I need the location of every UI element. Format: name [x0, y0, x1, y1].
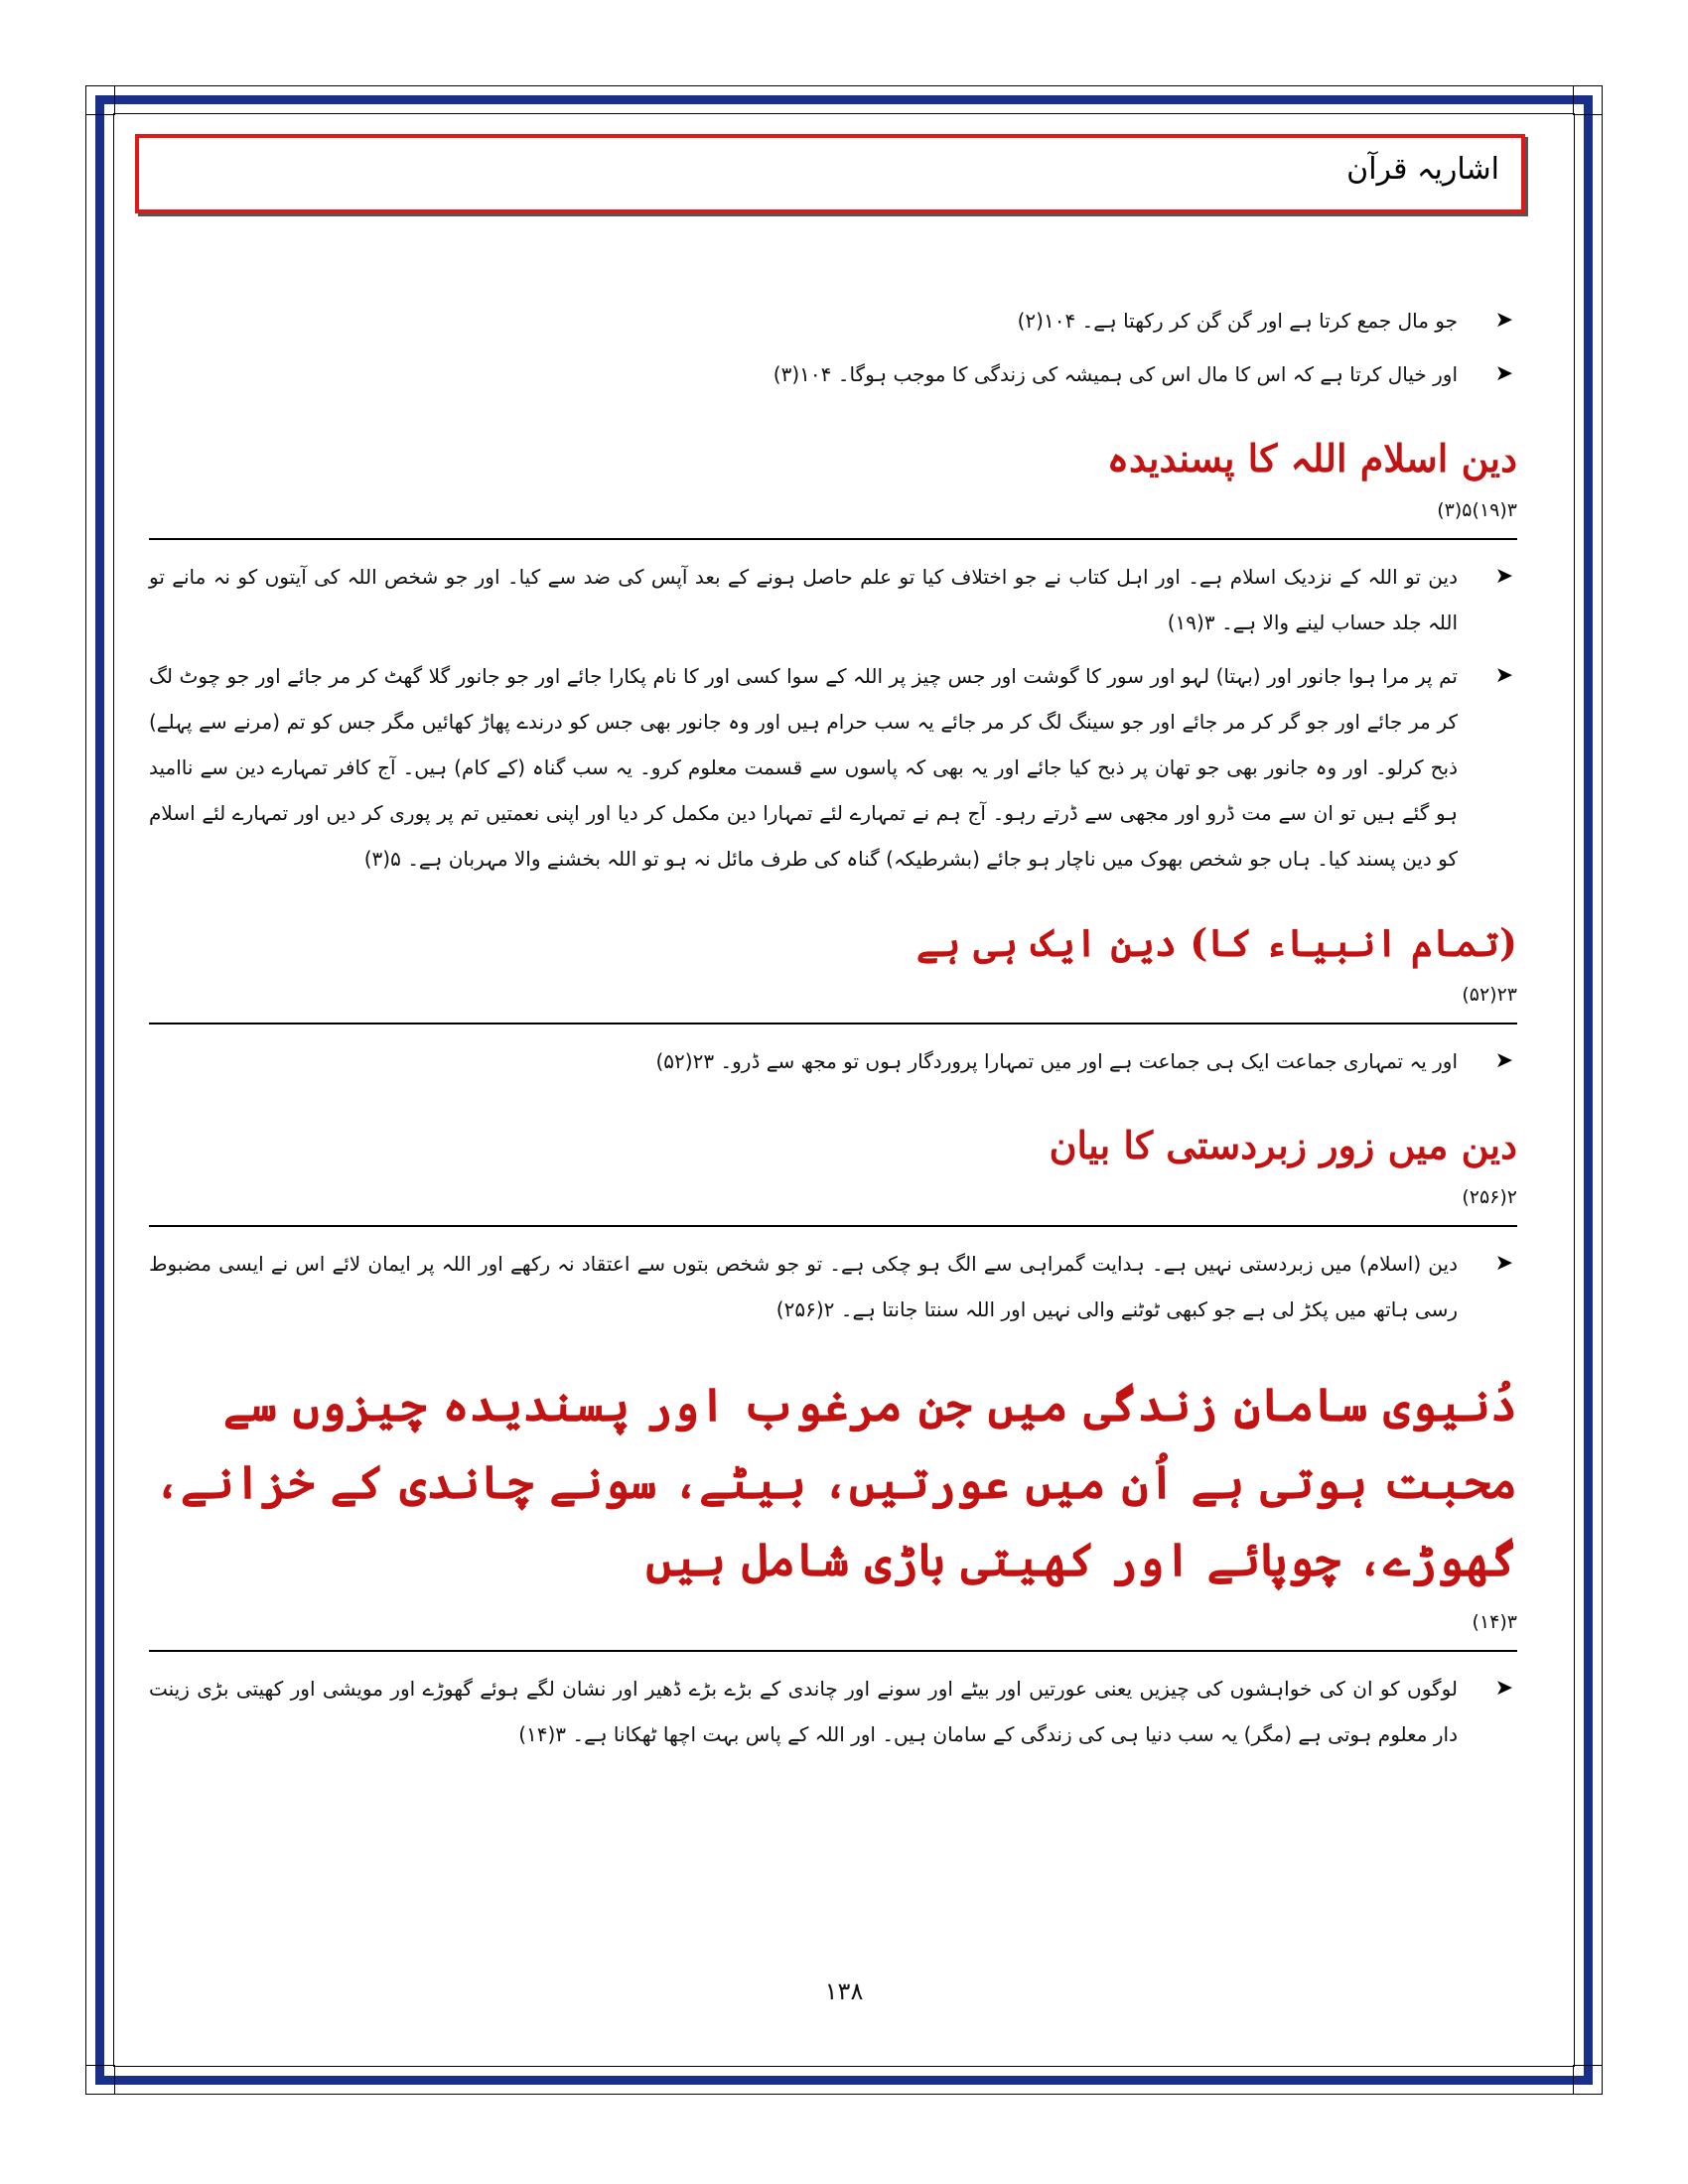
list-item: ➤ اور خیال کرتا ہے کہ اس کا مال اس کی ہمیشہ کی زندگی کا موجب ہوگا۔ ۱۰۴(۳) — [149, 351, 1517, 397]
arrow-bullet-icon: ➤ — [1494, 564, 1513, 589]
section-divider — [149, 538, 1517, 540]
frame-corner — [85, 2065, 115, 2095]
arrow-bullet-icon: ➤ — [1494, 1251, 1513, 1276]
list-item: ➤ اور یہ تمہاری جماعت ایک ہی جماعت ہے اور میں تمہارا پروردگار ہوں تو مجھ سے ڈرو۔ ۲۳(۵۲) — [149, 1038, 1517, 1084]
section-divider — [149, 1023, 1517, 1024]
section-reference: ۳(۱۴) — [1472, 1611, 1517, 1633]
section-heading: (تمام انبیاء کا) دین ایک ہی ہے — [915, 920, 1517, 965]
list-item: ➤ دین تو اللہ کے نزدیک اسلام ہے۔ اور اہل کتاب نے جو اختلاف کیا تو علم حاصل ہونے کے بعد آپس کی ضد سے کیا۔ اور جو شخص اللہ کی آیتوں کو نہ مانے تو اللہ جلد حساب لینے والا ہے۔ ۳(۱۹) — [149, 554, 1517, 645]
page-number: ۱۳۸ — [824, 1978, 864, 2005]
section-divider — [149, 1225, 1517, 1227]
list-item: ➤ لوگوں کو ان کی خواہشوں کی چیزیں یعنی عورتیں اور بیٹے اور سونے اور چاندی کے بڑے بڑے ڈھیر اور نشان لگے ہوئے گھوڑے اور مویشی اور کھیتی بڑی زینت دار معلوم ہوتی ہے (مگر) یہ سب دنیا ہی کی زندگی کے سامان ہیں۔ اور اللہ کے پاس بہت اچھا ٹھکانا ہے۔ ۳(۱۴) — [149, 1666, 1517, 1757]
section-heading: دُنیوی سامانِ زندگی میں جن مرغوب اور پسندیدہ چیزوں سے محبت ہوتی ہے اُن میں عورتیں، بیٹے، سونے چاندی کے خزانے، گھوڑے، چوپائے اور کھیتی باڑی شامل ہیں — [153, 1378, 1517, 1586]
frame-corner — [1573, 2065, 1603, 2095]
section-divider — [149, 1650, 1517, 1652]
arrow-bullet-icon: ➤ — [1494, 361, 1513, 386]
section-heading: دین میں زور زبردستی کا بیان — [1049, 1123, 1517, 1167]
arrow-bullet-icon: ➤ — [1494, 308, 1513, 333]
list-item: ➤ دین (اسلام) میں زبردستی نہیں ہے۔ ہدایت گمراہی سے الگ ہو چکی ہے۔ تو جو شخص بتوں سے اعتقاد نہ رکھے اور اللہ پر ایمان لائے اس نے ایسی مضبوط رسی ہاتھ میں پکڑ لی ہے جو کبھی ٹوٹنے والی نہیں اور اللہ سنتا جانتا ہے۔ ۲(۲۵۶) — [149, 1241, 1517, 1332]
page-content — [149, 298, 1517, 1765]
arrow-bullet-icon: ➤ — [1494, 663, 1513, 688]
section-reference: ۲(۲۵۶) — [1462, 1186, 1517, 1208]
header-box — [135, 134, 1525, 213]
arrow-bullet-icon: ➤ — [1494, 1676, 1513, 1701]
section-reference: ۳(۱۹)۵(۳) — [1437, 499, 1517, 521]
frame-corner — [1573, 85, 1603, 115]
page-title: اشاریہ قرآن — [1346, 152, 1499, 187]
list-item: ➤ تم پر مرا ہوا جانور اور (بہتا) لہو اور سور کا گوشت اور جس چیز پر اللہ کے سوا کسی اور کا نام پکارا جائے اور جو جانور گلا گھٹ کر مر جائے اور جو چوٹ لگ کر مر جائے اور جو گر کر مر جائے اور جو سینگ لگ کر مر جائے یہ سب حرام ہیں اور وہ جانور بھی جس کو درندے پھاڑ کھائیں مگر جس کو تم (مرنے سے پہلے) ذبح کرلو۔ اور وہ جانور بھی جو تھان پر ذبح کیا جائے اور یہ بھی کہ پاسوں سے قسمت معلوم کرو۔ یہ سب گناہ (کے کام) ہیں۔ آج کافر تمہارے دین سے ناامید ہو گئے ہیں تو ان سے مت ڈرو اور مجھی سے ڈرتے رہو۔ آج ہم نے تمہارے لئے تمہارا دین مکمل کر دیا اور اپنی نعمتیں تم پر پوری کر دیں اور تمہارے لئے اسلام کو دین پسند کیا۔ ہاں جو شخص بھوک میں ناچار ہو جائے (بشرطیکہ) گناہ کی طرف مائل نہ ہو تو اللہ بخشنے والا مہربان ہے۔ ۵(۳) — [149, 653, 1517, 882]
frame-corner — [85, 85, 115, 115]
section-heading: دین اسلام اللہ کا پسندیدہ — [1106, 436, 1517, 480]
arrow-bullet-icon: ➤ — [1494, 1048, 1513, 1073]
section-reference: ۲۳(۵۲) — [1462, 984, 1517, 1006]
list-item: ➤ جو مال جمع کرتا ہے اور گن گن کر رکھتا ہے۔ ۱۰۴(۲) — [149, 298, 1517, 343]
